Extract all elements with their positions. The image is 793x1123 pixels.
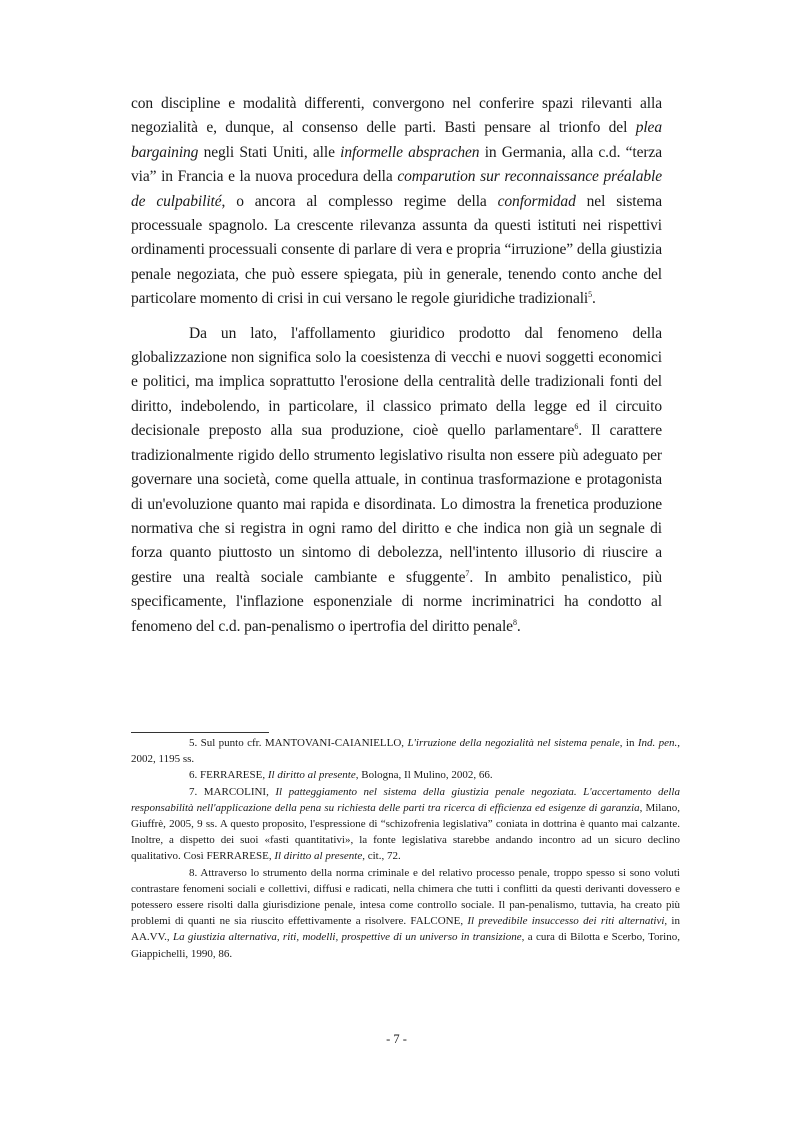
main-text <box>131 92 662 639</box>
footnote-5: 5. Sul punto cfr. MANTOVANI-CAIANIELLO, L'irruzione della negozialità nel sistema penale, in Ind. pen., 2002, 1195 ss. <box>131 737 680 766</box>
footnote-8: 8. Attraverso lo strumento della norma criminale e del relativo processo penale, troppo spesso si sono voluti contrastare fenomeni sociali e collettivi, diffusi e radicati, nella chimera che tutti i conflitti da questi derivanti dovessero e potessero essere risolti dalla giurisdizione penale, intesa come controllo sociale. Il pan-penalismo, tuttavia, ha creato più problemi di quanti ne sia riuscito effettivamente a risolvere. FALCONE, Il prevedibile insuccesso dei riti alternativi, in AA.VV., La giustizia alternativa, riti, modelli, prospettive di un universo in transizione, a cura di Bilotta e Scerbo, Torino, Giappichelli, 1990, 86. <box>131 866 680 960</box>
footnote-ref-6[interactable]: 6 <box>574 422 579 432</box>
footnote-ref-5[interactable]: 5 <box>588 290 593 300</box>
footnote-6: 6. FERRARESE, Il diritto al presente, Bologna, Il Mulino, 2002, 66. <box>189 769 493 782</box>
footnote-ref-8[interactable]: 8 <box>512 617 517 627</box>
paragraph-2: Da un lato, l'affollamento giuridico prodotto dal fenomeno della globalizzazione non significa solo la coesistenza di vecchi e nuovi soggetti economici e politici, ma implica soprattutto l'erosione della centralità delle tradizionali fonti del diritto, indebolendo, in particolare, il classico primato della legge ed il circuito decisionale preposto alla sua produzione, cioè quello parlamentare$^6$. Il carattere tradizionalmente rigido dello strumento legislativo risulta non essere più adeguato per governare una società, come quella attuale, in continua trasformazione e protagonista di un'evoluzione quanto mai rapida e disordinata. Lo dimostra la frenetica produzione normativa che si registra in ogni ramo del diritto e che indica non già un segnale di forza quanto piuttosto un sintomo di debolezza, nell'intento illusorio di riuscire a gestire una realtà sociale cambiante e sfuggente$^7$. In ambito penalistico, più specificamente, l'inflazione esponenziale di norme incriminatrici ha condotto al fenomeno del c.d. pan-penalismo o ipertrofia del diritto penale$^8$. <box>131 324 662 635</box>
footnotes <box>131 735 680 962</box>
paragraph-1: con discipline e modalità differenti, convergono nel conferire spazi rilevanti alla negozialità e, dunque, al consenso delle parti. Basti pensare al trionfo del plea bargaining negli Stati Uniti, alle informelle absprachen in Germania, alla c.d. “terza via” in Francia e la nuova procedura della comparution sur reconnaissance préalable de culpabilité, o ancora al complesso regime della conformidad nel sistema processuale spagnolo. La crescente rilevanza assunta da questi istituti nei rispettivi ordinamenti processuali consente di parlare di vera e propria “irruzione” della giustizia penale negoziata, che può essere spiegata, più in generale, tenendo conto anche del particolare momento di crisi in cui versano le regole giuridiche tradizionali$^5$. <box>131 95 662 308</box>
footnote-ref-7[interactable]: 7 <box>465 568 470 578</box>
footnote-7: 7. MARCOLINI, Il patteggiamento nel sistema della giustizia penale negoziata. L'accertamento della responsabilità nell'applicazione della pena su richiesta delle parti tra ricerca di efficienza ed esigenze di garanzia, Milano, Giuffrè, 2005, 9 ss. A questo proposito, l'espressione di “schizofrenia legislativa” coniata in dottrina è quanto mai calzante. Inoltre, a dispetto dei suoi «fasti quantitativi», la fonte legislativa starebbe andando incontro ad un sicuro declino qualitativo. Così FERRARESE, Il diritto al presente, cit., 72. <box>131 785 680 863</box>
page-number: - 7 - <box>386 1032 407 1046</box>
footnote-separator <box>131 732 269 733</box>
